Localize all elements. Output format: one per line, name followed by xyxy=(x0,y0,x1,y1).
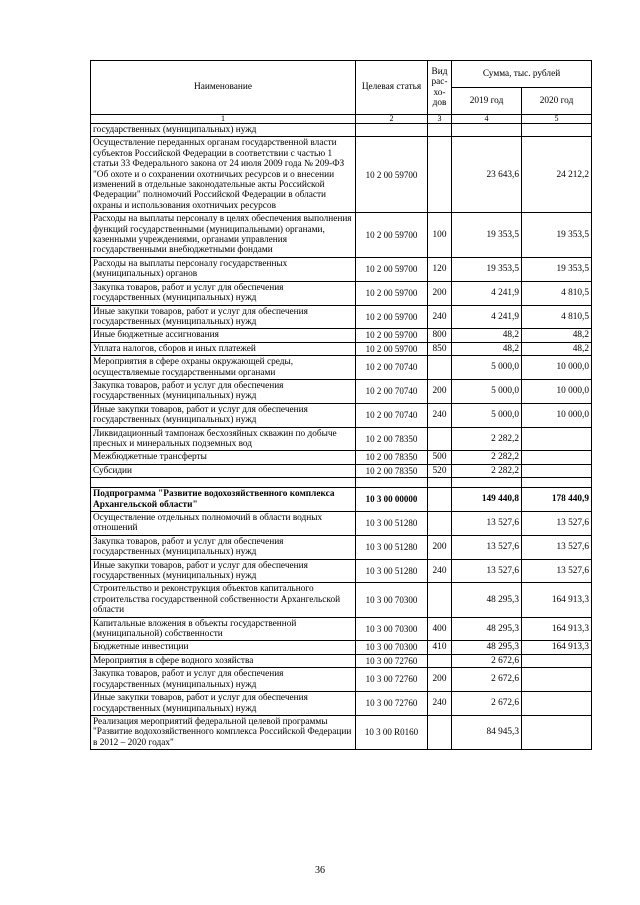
table-row xyxy=(91,124,592,137)
row-name: государственных (муниципальных) нужд xyxy=(91,124,356,137)
page-number: 36 xyxy=(315,865,325,876)
table-row xyxy=(91,488,592,512)
row-value-2020 xyxy=(522,451,592,464)
row-value-2019: 4 241,9 xyxy=(452,305,522,329)
table-row xyxy=(91,512,592,536)
empty-cell xyxy=(452,478,522,488)
row-target-code: 10 2 00 59700 xyxy=(356,137,428,213)
row-target-code xyxy=(356,124,428,137)
row-target-code: 10 3 00 70300 xyxy=(356,617,428,641)
row-value-2019: 5 000,0 xyxy=(452,356,522,380)
row-value-2019: 2 672,6 xyxy=(452,668,522,692)
table-row xyxy=(91,692,592,716)
table-row xyxy=(91,356,592,380)
row-name: Капитальные вложения в объекты государственной (муниципальной) собственности xyxy=(91,617,356,641)
row-value-2020 xyxy=(522,715,592,749)
row-target-code: 10 2 00 78350 xyxy=(356,464,428,477)
row-expense-type: 200 xyxy=(428,281,452,305)
row-expense-type xyxy=(428,356,452,380)
table-row xyxy=(91,583,592,617)
row-expense-type: 410 xyxy=(428,641,452,654)
row-value-2020: 48,2 xyxy=(522,329,592,342)
row-value-2019: 19 353,5 xyxy=(452,257,522,281)
row-value-2019: 5 000,0 xyxy=(452,403,522,427)
table-row xyxy=(91,257,592,281)
row-name: Уплата налогов, сборов и иных платежей xyxy=(91,342,356,355)
row-target-code: 10 2 00 78350 xyxy=(356,427,428,451)
row-value-2019: 5 000,0 xyxy=(452,379,522,403)
row-expense-type: 240 xyxy=(428,403,452,427)
row-expense-type xyxy=(428,137,452,213)
row-expense-type: 100 xyxy=(428,213,452,258)
col-number: 2 xyxy=(356,115,428,124)
budget-table xyxy=(90,60,592,750)
row-target-code: 10 2 00 59700 xyxy=(356,342,428,355)
row-name: Осуществление переданных органам государственной власти субъектов Российской Федерации в соответствии с частью 1 статьи 33 Федерального закона от 24 июля 2009 года № 209-ФЗ "Об охоте и о сохранении охотничьих ресурсов и о внесении изменений в отдельные законодательные акты Российской Федерации" полномочий Российской Федерации в области охраны и использования охотничьих ресурсов xyxy=(91,137,356,213)
header-2019: 2019 год xyxy=(452,88,522,115)
row-value-2020 xyxy=(522,668,592,692)
row-value-2019: 48 295,3 xyxy=(452,583,522,617)
table-row xyxy=(91,641,592,654)
row-name: Ликвидационный тампонаж бесхозяйных скважин по добыче пресных и минеральных подземных вод xyxy=(91,427,356,451)
header-sum: Сумма, тыс. рублей xyxy=(452,61,592,88)
row-target-code: 10 2 00 59700 xyxy=(356,329,428,342)
row-expense-type: 240 xyxy=(428,559,452,583)
row-expense-type: 520 xyxy=(428,464,452,477)
header-2020: 2020 год xyxy=(522,88,592,115)
empty-cell xyxy=(356,478,428,488)
header-exp-type: Вид рас-хо-дов xyxy=(428,61,452,115)
table-row xyxy=(91,137,592,213)
row-expense-type xyxy=(428,512,452,536)
row-value-2020: 24 212,2 xyxy=(522,137,592,213)
row-target-code: 10 2 00 59700 xyxy=(356,281,428,305)
row-value-2019: 149 440,8 xyxy=(452,488,522,512)
row-target-code: 10 3 00 72760 xyxy=(356,654,428,667)
row-value-2019: 2 282,2 xyxy=(452,427,522,451)
table-row xyxy=(91,427,592,451)
row-expense-type: 240 xyxy=(428,305,452,329)
row-value-2019: 2 282,2 xyxy=(452,464,522,477)
row-value-2020: 19 353,5 xyxy=(522,257,592,281)
table-row xyxy=(91,213,592,258)
row-name: Закупка товаров, работ и услуг для обеспечения государственных (муниципальных) нужд xyxy=(91,379,356,403)
row-value-2020: 10 000,0 xyxy=(522,356,592,380)
empty-cell xyxy=(428,478,452,488)
header-target: Целевая статья xyxy=(356,61,428,115)
row-target-code: 10 3 00 R0160 xyxy=(356,715,428,749)
row-name: Закупка товаров, работ и услуг для обеспечения государственных (муниципальных) нужд xyxy=(91,281,356,305)
table-row xyxy=(91,451,592,464)
row-target-code: 10 2 00 78350 xyxy=(356,451,428,464)
row-expense-type xyxy=(428,654,452,667)
row-target-code: 10 3 00 51280 xyxy=(356,559,428,583)
header-name: Наименование xyxy=(91,61,356,115)
row-value-2020 xyxy=(522,654,592,667)
row-target-code: 10 3 00 70300 xyxy=(356,641,428,654)
row-expense-type: 200 xyxy=(428,535,452,559)
row-value-2020: 10 000,0 xyxy=(522,403,592,427)
row-value-2020: 164 913,3 xyxy=(522,641,592,654)
row-value-2020 xyxy=(522,692,592,716)
row-value-2020: 48,2 xyxy=(522,342,592,355)
row-name: Субсидии xyxy=(91,464,356,477)
row-expense-type: 400 xyxy=(428,617,452,641)
table-row xyxy=(91,715,592,749)
row-name: Расходы на выплаты персоналу в целях обеспечения выполнения функций государственными (муниципальными) органами, казенными учреждениями, органами управления государственными внебюджетными фондами xyxy=(91,213,356,258)
row-value-2019: 2 672,6 xyxy=(452,692,522,716)
col-number: 3 xyxy=(428,115,452,124)
row-expense-type xyxy=(428,124,452,137)
row-target-code: 10 3 00 00000 xyxy=(356,488,428,512)
row-value-2019 xyxy=(452,124,522,137)
row-expense-type: 800 xyxy=(428,329,452,342)
row-name: Осуществление отдельных полномочий в области водных отношений xyxy=(91,512,356,536)
row-value-2020: 13 527,6 xyxy=(522,559,592,583)
row-name: Иные закупки товаров, работ и услуг для обеспечения государственных (муниципальных) нужд xyxy=(91,403,356,427)
row-value-2020 xyxy=(522,124,592,137)
row-name: Межбюджетные трансферты xyxy=(91,451,356,464)
table-row xyxy=(91,342,592,355)
row-value-2020 xyxy=(522,464,592,477)
row-expense-type xyxy=(428,715,452,749)
table-row xyxy=(91,559,592,583)
row-name: Иные закупки товаров, работ и услуг для обеспечения государственных (муниципальных) нужд xyxy=(91,559,356,583)
col-number: 5 xyxy=(522,115,592,124)
row-expense-type: 240 xyxy=(428,692,452,716)
row-expense-type xyxy=(428,427,452,451)
table-row xyxy=(91,305,592,329)
row-target-code: 10 2 00 59700 xyxy=(356,305,428,329)
row-target-code: 10 3 00 72760 xyxy=(356,692,428,716)
table-row xyxy=(91,379,592,403)
row-name: Закупка товаров, работ и услуг для обеспечения государственных (муниципальных) нужд xyxy=(91,535,356,559)
row-expense-type xyxy=(428,488,452,512)
row-value-2019: 23 643,6 xyxy=(452,137,522,213)
table-row xyxy=(91,617,592,641)
row-target-code: 10 3 00 70300 xyxy=(356,583,428,617)
row-name: Мероприятия в сфере охраны окружающей среды, осуществляемые государственными органами xyxy=(91,356,356,380)
row-expense-type: 850 xyxy=(428,342,452,355)
row-expense-type: 200 xyxy=(428,668,452,692)
row-value-2019: 48 295,3 xyxy=(452,641,522,654)
empty-cell xyxy=(91,478,356,488)
row-target-code: 10 2 00 70740 xyxy=(356,403,428,427)
row-value-2020: 4 810,5 xyxy=(522,281,592,305)
empty-cell xyxy=(522,478,592,488)
row-expense-type: 500 xyxy=(428,451,452,464)
row-name: Бюджетные инвестиции xyxy=(91,641,356,654)
row-target-code: 10 2 00 59700 xyxy=(356,213,428,258)
table-row xyxy=(91,478,592,488)
row-target-code: 10 2 00 59700 xyxy=(356,257,428,281)
row-target-code: 10 2 00 70740 xyxy=(356,356,428,380)
row-name: Расходы на выплаты персоналу государственных (муниципальных) органов xyxy=(91,257,356,281)
col-number: 1 xyxy=(91,115,356,124)
row-expense-type: 120 xyxy=(428,257,452,281)
row-value-2019: 2 672,6 xyxy=(452,654,522,667)
row-name: Подпрограмма "Развитие водохозяйственного комплекса Архангельской области" xyxy=(91,488,356,512)
row-value-2020: 19 353,5 xyxy=(522,213,592,258)
row-target-code: 10 2 00 70740 xyxy=(356,379,428,403)
row-value-2019: 4 241,9 xyxy=(452,281,522,305)
row-name: Мероприятия в сфере водного хозяйства xyxy=(91,654,356,667)
row-value-2020: 178 440,9 xyxy=(522,488,592,512)
row-value-2019: 2 282,2 xyxy=(452,451,522,464)
row-value-2019: 48,2 xyxy=(452,342,522,355)
row-value-2019: 13 527,6 xyxy=(452,512,522,536)
row-value-2019: 13 527,6 xyxy=(452,559,522,583)
row-name: Иные закупки товаров, работ и услуг для обеспечения государственных (муниципальных) нужд xyxy=(91,305,356,329)
row-value-2020: 4 810,5 xyxy=(522,305,592,329)
row-name: Иные закупки товаров, работ и услуг для обеспечения государственных (муниципальных) нужд xyxy=(91,692,356,716)
row-value-2019: 48,2 xyxy=(452,329,522,342)
table-row xyxy=(91,654,592,667)
row-value-2020: 10 000,0 xyxy=(522,379,592,403)
row-value-2019: 13 527,6 xyxy=(452,535,522,559)
row-value-2020: 164 913,3 xyxy=(522,617,592,641)
row-target-code: 10 3 00 51280 xyxy=(356,512,428,536)
row-value-2020: 13 527,6 xyxy=(522,512,592,536)
row-target-code: 10 3 00 51280 xyxy=(356,535,428,559)
table-row xyxy=(91,668,592,692)
table-row xyxy=(91,403,592,427)
row-value-2019: 84 945,3 xyxy=(452,715,522,749)
row-name: Строительство и реконструкция объектов капитального строительства государственной собственности Архангельской области xyxy=(91,583,356,617)
table-row xyxy=(91,329,592,342)
row-value-2019: 48 295,3 xyxy=(452,617,522,641)
row-expense-type xyxy=(428,583,452,617)
row-value-2020: 164 913,3 xyxy=(522,583,592,617)
row-value-2020 xyxy=(522,427,592,451)
table-row xyxy=(91,464,592,477)
row-target-code: 10 3 00 72760 xyxy=(356,668,428,692)
table-row xyxy=(91,281,592,305)
col-number: 4 xyxy=(452,115,522,124)
row-name: Реализация мероприятий федеральной целевой программы "Развитие водохозяйственного комплекса Российской Федерации в 2012 – 2020 годах" xyxy=(91,715,356,749)
table-row xyxy=(91,535,592,559)
row-value-2020: 13 527,6 xyxy=(522,535,592,559)
row-value-2019: 19 353,5 xyxy=(452,213,522,258)
row-expense-type: 200 xyxy=(428,379,452,403)
row-name: Закупка товаров, работ и услуг для обеспечения государственных (муниципальных) нужд xyxy=(91,668,356,692)
row-name: Иные бюджетные ассигнования xyxy=(91,329,356,342)
